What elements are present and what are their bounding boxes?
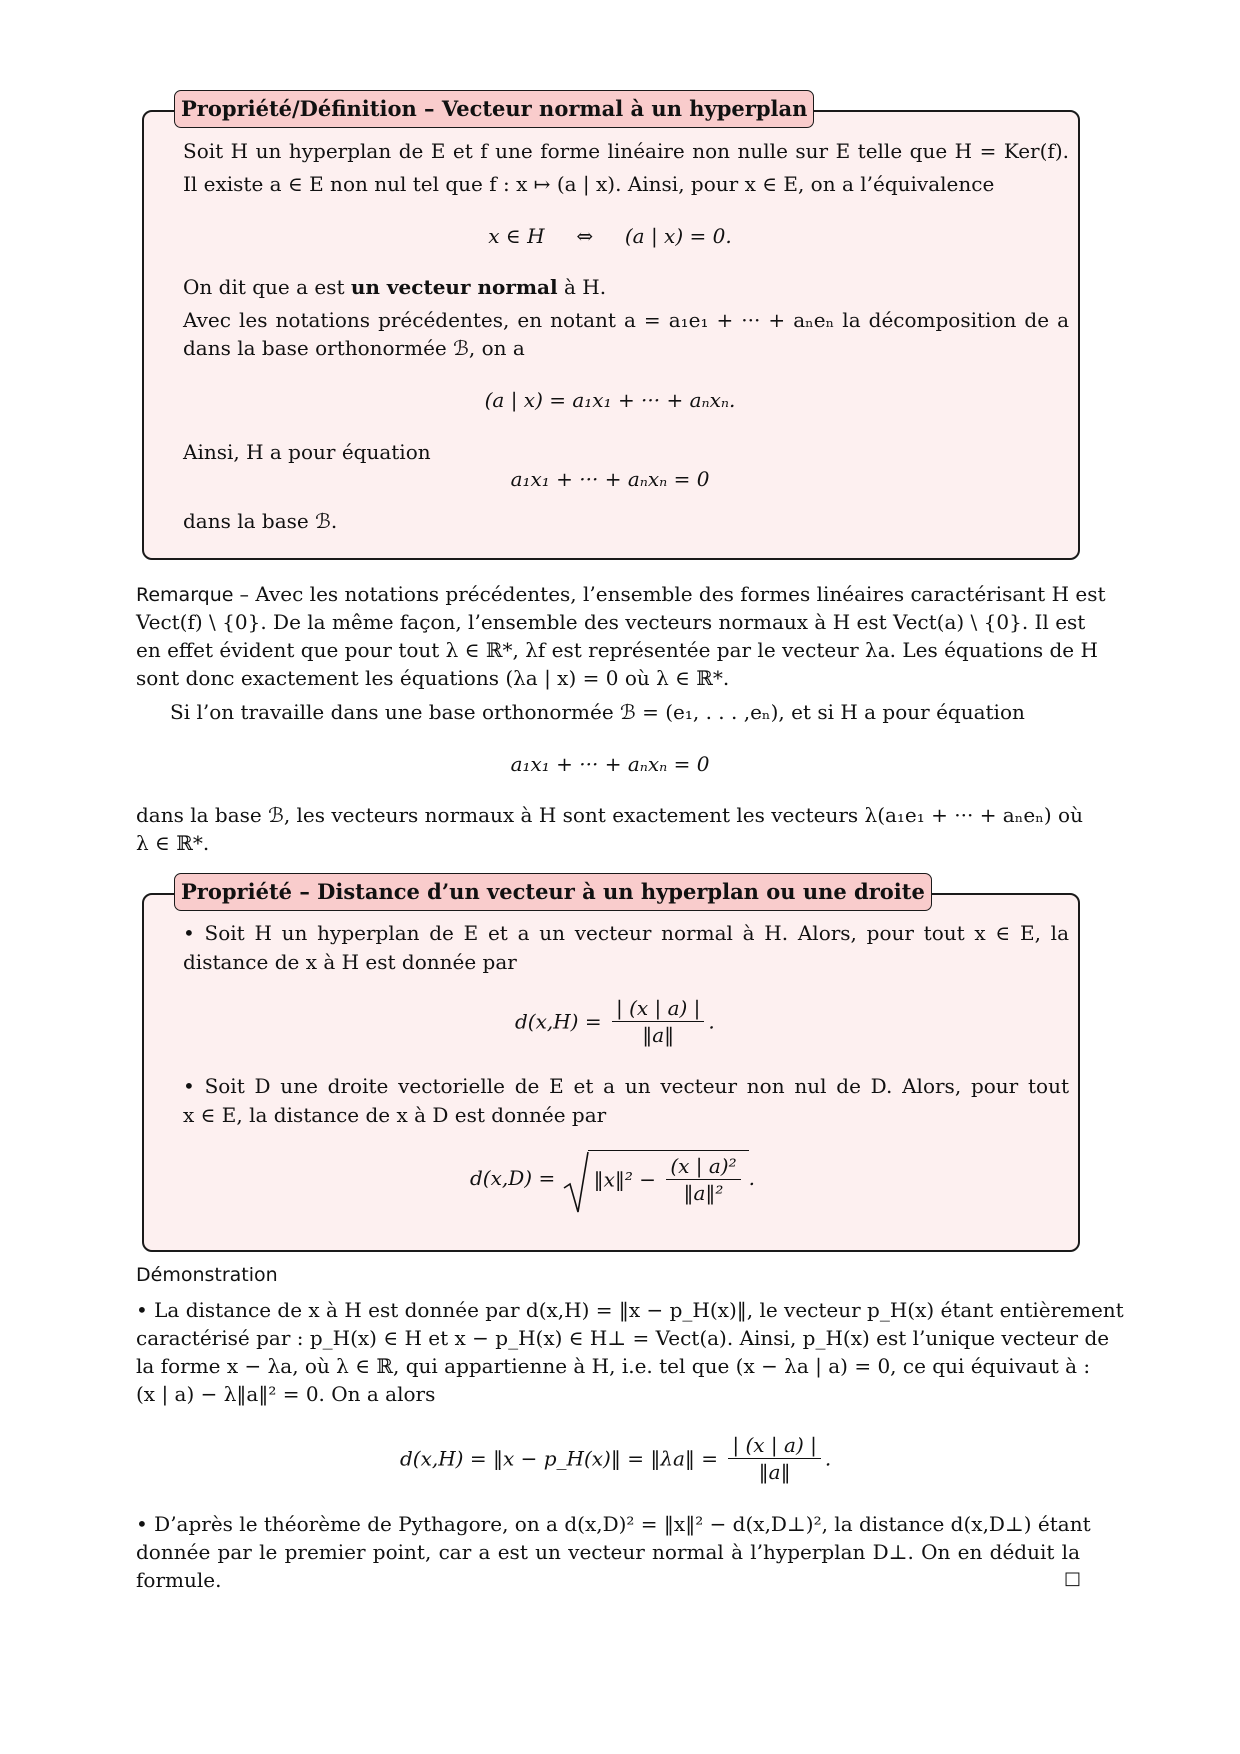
demo-line-2: caractérisé par : p_H(x) ∈ H et x − p_H(x) ∈ H⊥ = Vect(a). Ainsi, p_H(x) est l’unique vecteur de bbox=[136, 1326, 1110, 1350]
prop-bullet-2-line-1: • Soit D une droite vectorielle de E et a un vecteur non nul de D. Alors, pour tout bbox=[183, 1074, 1069, 1098]
remark-line-5: Si l’on travaille dans une base orthonormée ℬ = (e₁, . . . ,eₙ), et si H a pour équation bbox=[170, 700, 1025, 724]
def-line-3-c: à H. bbox=[557, 275, 607, 299]
formula-2-fraction bbox=[666, 1153, 740, 1206]
demo-formula: d(x,H) = ‖x − p_H(x)‖ = ‖λa‖ = $\frac{| (x | a) |}{‖a‖}$ . bbox=[400, 1433, 832, 1484]
formula-1-fraction bbox=[612, 995, 704, 1048]
demo-line-7: formule. bbox=[136, 1568, 222, 1592]
def-equation-3: a₁x₁ + ··· + aₙxₙ = 0 bbox=[510, 467, 710, 491]
demo-line-1: • La distance de x à H est donnée par d(x,H) = ‖x − p_H(x)‖, le vecteur p_H(x) étant entièrement bbox=[136, 1298, 1124, 1322]
qed-square-icon: □ bbox=[1064, 1568, 1082, 1589]
distance-line-formula: d(x,D) = ‖x‖² − $\frac{\text{(x | a)²}}{\text{‖a‖²}}$ . bbox=[470, 1150, 755, 1206]
prop-bullet-1-line-2: distance de x à H est donnée par bbox=[183, 950, 517, 974]
demonstration-label: Démonstration bbox=[136, 1264, 278, 1286]
def-line-2: Il existe a ∈ E non nul tel que f : x ↦ (a | x). Ainsi, pour x ∈ E, on a l’équivalence bbox=[183, 172, 995, 196]
formula-2-norm-x: ‖x‖² − bbox=[593, 1167, 656, 1192]
def-line-7: dans la base ℬ. bbox=[183, 509, 338, 533]
remark-text-1: Avec les notations précédentes, l’ensemble des formes linéaires caractérisant H est bbox=[255, 582, 1106, 606]
def-line-4: Avec les notations précédentes, en notant a = a₁e₁ + ··· + aₙeₙ la décomposition de a bbox=[183, 308, 1069, 332]
formula-1-lhs: d(x,H) = bbox=[515, 1009, 602, 1034]
demo-formula-lhs: d(x,H) = ‖x − p_H(x)‖ = ‖λa‖ = bbox=[400, 1446, 719, 1471]
remark-line-6: dans la base ℬ, les vecteurs normaux à H sont exactement les vecteurs λ(a₁e₁ + ··· + aₙeₙ) où bbox=[136, 803, 1083, 827]
def-equation-2: (a | x) = a₁x₁ + ··· + aₙxₙ. bbox=[484, 388, 736, 412]
distance-hyperplan-formula: d(x,H) = $\frac{| (x | a) |}{‖a‖}$ . bbox=[515, 996, 715, 1047]
formula-2-numerator: (x | a)² bbox=[666, 1153, 740, 1180]
def-equation-1: x ∈ H ⇔ (a | x) = 0. bbox=[488, 224, 732, 248]
remark-equation: a₁x₁ + ··· + aₙxₙ = 0 bbox=[510, 752, 710, 776]
demo-line-3: la forme x − λa, où λ ∈ ℝ, qui appartienne à H, i.e. tel que (x − λa | a) = 0, ce qui équivaut à : bbox=[136, 1354, 1091, 1378]
formula-1-numerator: | (x | a) | bbox=[612, 995, 704, 1022]
demo-line-5: • D’après le théorème de Pythagore, on a d(x,D)² = ‖x‖² − d(x,D⊥)², la distance d(x,D⊥) étant bbox=[136, 1512, 1091, 1536]
prop-bullet-2-line-2: x ∈ E, la distance de x à D est donnée par bbox=[183, 1103, 607, 1127]
formula-2-denominator: ‖a‖² bbox=[683, 1181, 724, 1205]
formula-2-lhs: d(x,D) = bbox=[470, 1166, 556, 1190]
definition-title: Propriété/Définition – Vecteur normal à un hyperplan bbox=[174, 90, 814, 128]
remark-line-1 bbox=[136, 582, 1106, 606]
def-line-5: dans la base orthonormée ℬ, on a bbox=[183, 336, 525, 360]
remark-line-7: λ ∈ ℝ*. bbox=[136, 831, 210, 855]
radicand bbox=[588, 1150, 749, 1206]
def-line-3 bbox=[183, 275, 606, 299]
demo-line-6: donnée par le premier point, car a est un vecteur normal à l’hyperplan D⊥. On en déduit la bbox=[136, 1540, 1080, 1564]
def-line-6: Ainsi, H a pour équation bbox=[183, 440, 431, 464]
demo-formula-numerator: | (x | a) | bbox=[728, 1432, 820, 1459]
remark-line-2: Vect(f) \ {0}. De la même façon, l’ensemble des vecteurs normaux à H est Vect(a) \ {0}. Il est bbox=[136, 610, 1086, 634]
remark-line-3: en effet évident que pour tout λ ∈ ℝ*, λf est représentée par le vecteur λa. Les équations de H bbox=[136, 638, 1098, 662]
demo-formula-denominator: ‖a‖ bbox=[758, 1460, 791, 1484]
square-root bbox=[562, 1150, 749, 1206]
remark-label: Remarque – bbox=[136, 584, 249, 606]
normal-vector-term: un vecteur normal bbox=[350, 275, 558, 299]
demo-formula-fraction bbox=[728, 1432, 820, 1485]
radical-sign-icon bbox=[562, 1150, 590, 1214]
remark-line-4: sont donc exactement les équations (λa | x) = 0 où λ ∈ ℝ*. bbox=[136, 666, 730, 690]
prop-bullet-1-line-1: • Soit H un hyperplan de E et a un vecteur normal à H. Alors, pour tout x ∈ E, la bbox=[183, 921, 1069, 945]
def-line-1: Soit H un hyperplan de E et f une forme linéaire non nulle sur E telle que H = Ker(f). bbox=[183, 139, 1069, 163]
property-title: Propriété – Distance d’un vecteur à un hyperplan ou une droite bbox=[174, 873, 932, 911]
formula-1-denominator: ‖a‖ bbox=[642, 1023, 675, 1047]
def-line-3-a: On dit que a est bbox=[183, 275, 351, 299]
demo-line-4: (x | a) − λ‖a‖² = 0. On a alors bbox=[136, 1382, 436, 1406]
